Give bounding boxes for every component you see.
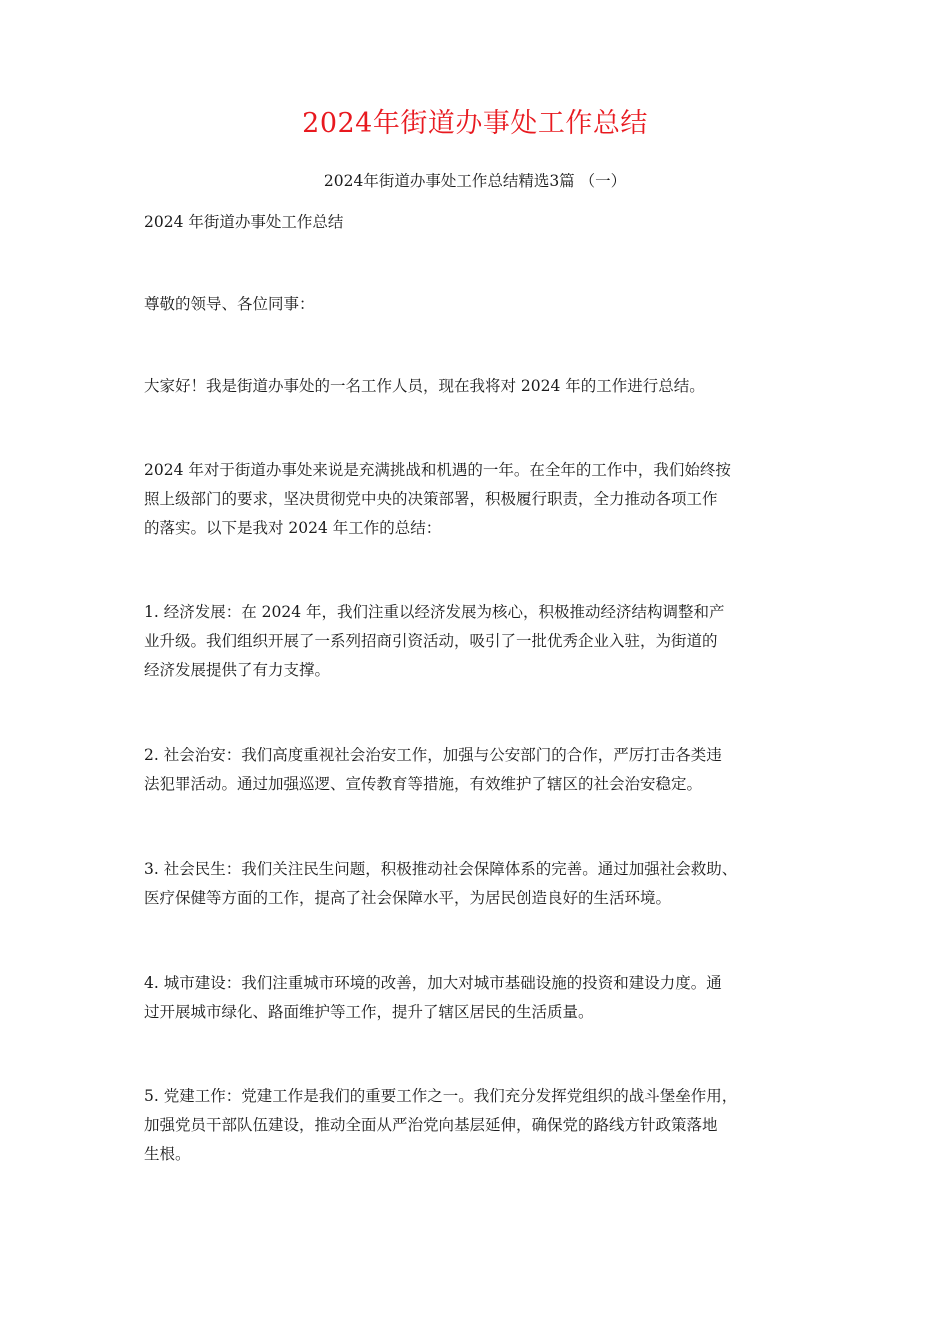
paragraph-overview: 2024 年对于街道办事处来说是充满挑战和机遇的一年。在全年的工作中，我们始终按 照上级部门的要求，坚决贯彻党中央的决策部署，积极履行职责，全力推动各项工作 的落实。以下是我对 2024 年工作的总结： xyxy=(144,461,731,537)
paragraph-economy: 1. 经济发展：在 2024 年，我们注重以经济发展为核心，积极推动经济结构调整和产 业升级。我们组织开展了一系列招商引资活动，吸引了一批优秀企业入驻，为街道的 经济发展提供了有力支撑。 xyxy=(144,603,725,679)
paragraph-livelihood: 3. 社会民生：我们关注民生问题，积极推动社会保障体系的完善。通过加强社会救助、 医疗保健等方面的工作，提高了社会保障水平，为居民创造良好的生活环境。 xyxy=(144,860,738,907)
paragraph-intro: 大家好！我是街道办事处的一名工作人员，现在我将对 2024 年的工作进行总结。 xyxy=(144,377,705,395)
paragraph-public-security: 2. 社会治安：我们高度重视社会治安工作，加强与公安部门的合作，严厉打击各类违 法犯罪活动。通过加强巡逻、宣传教育等措施，有效维护了辖区的社会治安稳定。 xyxy=(144,746,722,793)
salutation: 尊敬的领导、各位同事： xyxy=(144,295,315,313)
paragraph-urban-construction: 4. 城市建设：我们注重城市环境的改善，加大对城市基础设施的投资和建设力度。通 过开展城市绿化、路面维护等工作，提升了辖区居民的生活质量。 xyxy=(144,974,722,1021)
section-heading: 2024 年街道办事处工作总结 xyxy=(144,213,344,231)
document-subtitle: 2024年街道办事处工作总结精选3篇 （一） xyxy=(323,172,627,190)
document-title: 2024年街道办事处工作总结 xyxy=(302,108,648,139)
paragraph-party-building: 5. 党建工作：党建工作是我们的重要工作之一。我们充分发挥党组织的战斗堡垒作用， 加强党员干部队伍建设，推动全面从严治党向基层延伸，确保党的路线方针政策落地 生根。 xyxy=(144,1087,738,1163)
